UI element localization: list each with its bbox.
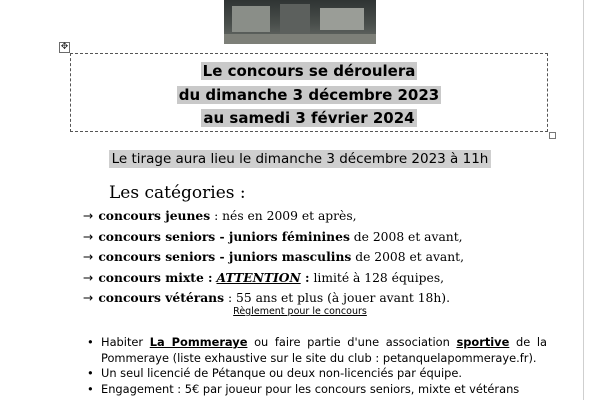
headline-line-3: au samedi 3 février 2024 — [203, 109, 415, 127]
rule-item: • Un seul licencié de Pétanque ou deux non-licenciés par équipe. — [87, 366, 547, 382]
rules-title: Règlement pour le concours — [233, 306, 367, 317]
category-item: → concours mixte : ATTENTION : limité à 128 équipes, — [83, 269, 445, 285]
categories-title: Les catégories : — [109, 183, 246, 203]
arrow-right-icon: → — [83, 250, 94, 264]
move-handle-icon[interactable]: ✥ — [60, 42, 69, 52]
sportive-word: sportive — [456, 335, 510, 349]
category-item: → concours seniors - juniors féminines de 2008 et avant, — [83, 228, 463, 244]
arrow-right-icon: → — [83, 229, 94, 244]
categories-list — [83, 206, 464, 309]
town-name: La Pommeraye — [149, 335, 248, 349]
building-photo — [224, 0, 376, 44]
resize-handle[interactable] — [549, 132, 556, 139]
draw-note — [0, 151, 600, 167]
rule-item: • Habiter La Pommeraye ou faire partie d'une association sportive de la Pommeraye (liste exhaustive sur le site du club : petanquelapommeraye.fr). — [87, 335, 547, 366]
category-item: → concours jeunes : nés en 2009 et après, — [83, 208, 357, 223]
category-item: → concours seniors - juniors masculins de 2008 et avant, — [83, 249, 464, 264]
category-item: → concours vétérans : 55 ans et plus (à jouer avant 18h). — [83, 290, 450, 305]
rules-list — [87, 335, 547, 397]
arrow-right-icon: → — [83, 270, 94, 285]
headline-line-1: Le concours se déroulera — [202, 62, 416, 80]
headline — [70, 60, 548, 131]
attention-label: ATTENTION — [216, 269, 301, 285]
draw-note-text: Le tirage aura lieu le dimanche 3 décembre 2023 à 11h — [109, 150, 492, 168]
headline-line-2: du dimanche 3 décembre 2023 — [178, 85, 440, 104]
page-edge — [583, 0, 584, 400]
rule-item: • Engagement : 5€ par joueur pour les concours seniors, mixte et vétérans — [87, 382, 547, 398]
arrow-right-icon: → — [83, 291, 94, 305]
arrow-right-icon: → — [83, 209, 94, 223]
